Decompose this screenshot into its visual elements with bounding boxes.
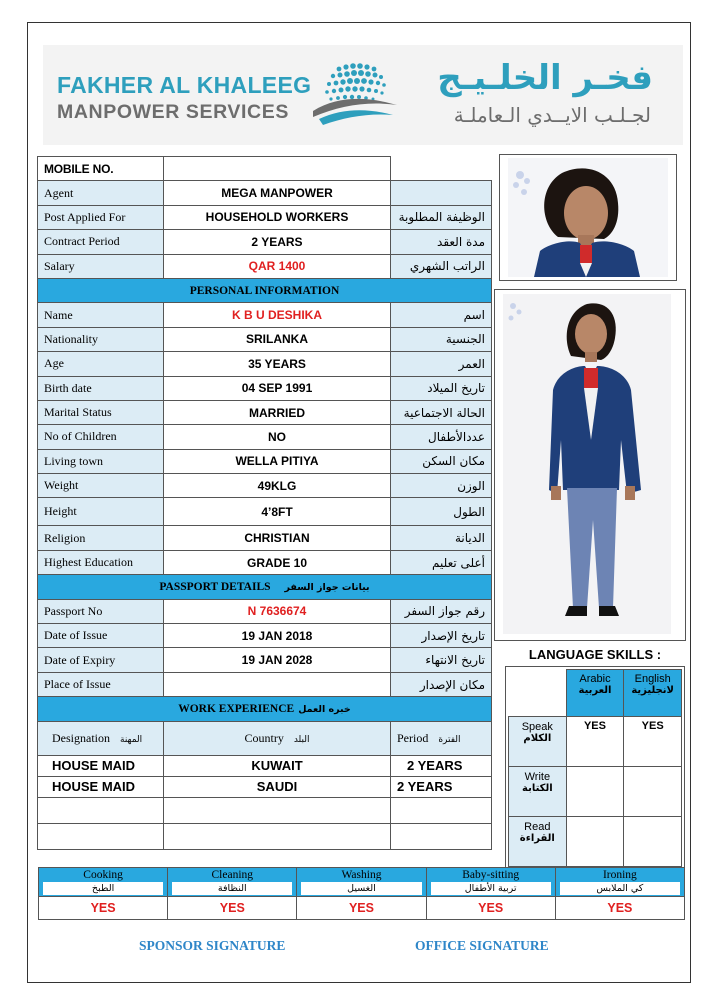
birth-date-row [38, 376, 492, 400]
field-value: WELLA PITIYA [164, 449, 391, 473]
field-label-arabic: الديانة [391, 526, 492, 550]
field-label: Marital Status [38, 400, 164, 424]
field-label-arabic: الوزن [391, 474, 492, 498]
section-title [38, 575, 492, 599]
field-value: GRADE 10 [164, 550, 391, 574]
applicant-portrait-photo [499, 154, 677, 281]
education-row [38, 550, 492, 574]
field-label-arabic: رقم جواز السفر [391, 599, 492, 623]
field-label: Date of Issue [38, 624, 164, 648]
speak-english-value: YES [624, 717, 682, 767]
row-label-arabic: القراءة [519, 833, 555, 844]
section-title-arabic: بيانات جواز السفر [284, 581, 370, 593]
sponsor-signature-label: SPONSOR SIGNATURE [139, 938, 286, 953]
work-row [38, 776, 492, 797]
skill-ironing-header [555, 868, 684, 897]
field-label: Contract Period [38, 230, 164, 254]
skill-babysitting-value: YES [426, 897, 555, 920]
field-label-arabic: الحالة الاجتماعية [391, 400, 492, 424]
date-of-issue-row [38, 624, 492, 648]
work-experience-header [38, 697, 492, 721]
column-label: Country [244, 730, 284, 745]
work-row [38, 755, 492, 776]
field-label-arabic: أعلى تعليم [391, 550, 492, 574]
language-skills-title: LANGUAGE SKILLS : [528, 647, 662, 662]
field-label: Nationality [38, 327, 164, 351]
work-row-empty [38, 823, 492, 849]
skill-cleaning-value: YES [168, 897, 297, 920]
section-title-english: WORK EXPERIENCE [178, 702, 295, 715]
field-value: K B U DESHIKA [164, 303, 391, 327]
row-label: Speak [521, 721, 553, 733]
field-value: CHRISTIAN [164, 526, 391, 550]
religion-row [38, 526, 492, 550]
skill-ironing-value: YES [555, 897, 684, 920]
column-label-arabic: المهنة [120, 734, 143, 745]
mobile-row [38, 157, 492, 181]
field-label: Living town [38, 449, 164, 473]
column-label: Arabic [579, 673, 611, 685]
mobile-label: MOBILE NO. [38, 157, 164, 181]
field-value [164, 672, 391, 696]
designation-column-header [38, 721, 164, 755]
field-label-arabic: اسم [391, 303, 492, 327]
date-of-expiry-row [38, 648, 492, 672]
household-skills-table [38, 867, 685, 920]
weight-row [38, 474, 492, 498]
field-label: No of Children [38, 425, 164, 449]
brand-tagline-english: MANPOWER SERVICES [57, 101, 289, 123]
field-label-arabic: تاريخ الإصدار [391, 624, 492, 648]
skill-washing-value: YES [297, 897, 426, 920]
field-label-arabic: عددالأطفال [391, 425, 492, 449]
work-period: 2 YEARS [391, 776, 492, 797]
living-town-row [38, 449, 492, 473]
field-label-arabic: الجنسية [391, 327, 492, 351]
nationality-row [38, 327, 492, 351]
speak-arabic-value: YES [566, 717, 624, 767]
field-label-arabic: تاريخ الانتهاء [391, 648, 492, 672]
skill-babysitting-header [426, 868, 555, 897]
section-title [38, 697, 492, 721]
field-value: MEGA MANPOWER [164, 181, 391, 205]
field-label: Height [38, 498, 164, 526]
field-label-arabic: العمر [391, 352, 492, 376]
age-row [38, 352, 492, 376]
skill-label: Washing [341, 869, 382, 881]
field-label-arabic [391, 181, 492, 205]
skill-label-arabic: الغسيل [301, 882, 421, 895]
height-row [38, 498, 492, 526]
applicant-full-length-photo [494, 289, 686, 641]
field-label: Highest Education [38, 550, 164, 574]
field-label: Religion [38, 526, 164, 550]
column-label: English [634, 673, 671, 685]
column-label-arabic: البلد [293, 734, 310, 745]
field-value: 49KLG [164, 474, 391, 498]
field-label: Name [38, 303, 164, 327]
row-label-arabic: الكتابة [522, 783, 553, 794]
skill-cleaning-header [168, 868, 297, 897]
brand-tagline-arabic: لجـلـب الايــدي الـعاملـة [453, 103, 651, 127]
field-label: Place of Issue [38, 672, 164, 696]
section-title-english: PASSPORT DETAILS [159, 580, 271, 593]
brand-name-english: FAKHER AL KHALEEG [57, 72, 312, 98]
brand-name-arabic: فخـر الخلـيـج [437, 58, 653, 98]
work-row-empty [38, 797, 492, 823]
field-label: Agent [38, 181, 164, 205]
skill-label-arabic: الطبخ [43, 882, 163, 895]
language-skills-box [505, 666, 685, 870]
section-title-arabic: خبره العمل [298, 703, 351, 715]
name-row [38, 303, 492, 327]
period-column-header [391, 721, 492, 755]
field-label: Age [38, 352, 164, 376]
row-label: Write [524, 771, 551, 783]
field-value: MARRIED [164, 400, 391, 424]
arabic-column-header [566, 670, 624, 717]
field-label: Passport No [38, 599, 164, 623]
skill-label: Cooking [83, 869, 123, 881]
place-of-issue-row [38, 672, 492, 696]
field-value: 35 YEARS [164, 352, 391, 376]
field-label-arabic: مكان الإصدار [391, 672, 492, 696]
english-column-header [624, 670, 682, 717]
field-label: Salary [38, 254, 164, 278]
skill-label-arabic: تربية الأطفال [431, 882, 551, 895]
field-value: 2 YEARS [164, 230, 391, 254]
field-value: N 7636674 [164, 599, 391, 623]
column-label-arabic: الفترة [438, 734, 461, 745]
skill-label: Baby-sitting [462, 869, 520, 881]
field-label-arabic: الوظيفة المطلوبة [391, 205, 492, 229]
read-english-value [624, 817, 682, 867]
contract-row [38, 230, 492, 254]
column-label: Designation [52, 730, 110, 745]
skill-label-arabic: النظافة [172, 882, 292, 895]
field-value: QAR 1400 [164, 254, 391, 278]
dotted-globe-swoosh-logo [309, 55, 399, 135]
work-country: KUWAIT [164, 755, 391, 776]
mobile-value [164, 157, 391, 181]
speak-row-header [509, 717, 567, 767]
mobile-spacer [391, 157, 492, 181]
work-country: SAUDI [164, 776, 391, 797]
work-designation: HOUSE MAID [38, 776, 164, 797]
field-value: HOUSEHOLD WORKERS [164, 205, 391, 229]
work-designation: HOUSE MAID [38, 755, 164, 776]
skill-cooking-value: YES [39, 897, 168, 920]
write-english-value [624, 767, 682, 817]
field-value: 4’8FT [164, 498, 391, 526]
office-signature-label: OFFICE SIGNATURE [415, 938, 549, 953]
skill-label-arabic: كي الملابس [560, 882, 680, 895]
marital-status-row [38, 400, 492, 424]
personal-info-header [38, 278, 492, 302]
field-value: NO [164, 425, 391, 449]
field-label-arabic: مكان السكن [391, 449, 492, 473]
skill-label: Ironing [602, 869, 637, 881]
field-value: 04 SEP 1991 [164, 376, 391, 400]
language-skills [505, 647, 685, 870]
field-value: 19 JAN 2018 [164, 624, 391, 648]
field-label-arabic: الطول [391, 498, 492, 526]
column-label-arabic: العربية [578, 685, 612, 696]
read-row-header [509, 817, 567, 867]
field-label-arabic: مدة العقد [391, 230, 492, 254]
work-columns-row [38, 721, 492, 755]
field-value: SRILANKA [164, 327, 391, 351]
field-label: Date of Expiry [38, 648, 164, 672]
field-label: Birth date [38, 376, 164, 400]
passport-no-row [38, 599, 492, 623]
field-label: Post Applied For [38, 205, 164, 229]
children-row [38, 425, 492, 449]
country-column-header [164, 721, 391, 755]
field-label-arabic: تاريخ الميلاد [391, 376, 492, 400]
language-skills-table [508, 669, 682, 867]
row-label: Read [524, 821, 551, 833]
skill-washing-header [297, 868, 426, 897]
passport-details-header [38, 575, 492, 599]
section-title: PERSONAL INFORMATION [38, 278, 492, 302]
field-label-arabic: الراتب الشهري [391, 254, 492, 278]
column-label-arabic: لانجليزية [631, 685, 674, 696]
agent-row [38, 181, 492, 205]
work-period: 2 YEARS [391, 755, 492, 776]
company-header [43, 45, 683, 145]
row-label-arabic: الكلام [523, 733, 552, 744]
write-arabic-value [566, 767, 624, 817]
field-value: 19 JAN 2028 [164, 648, 391, 672]
post-row [38, 205, 492, 229]
skill-cooking-header [39, 868, 168, 897]
salary-row [38, 254, 492, 278]
skill-label: Cleaning [211, 869, 254, 881]
read-arabic-value [566, 817, 624, 867]
applicant-details-table [37, 156, 492, 850]
write-row-header [509, 767, 567, 817]
field-label: Weight [38, 474, 164, 498]
column-label: Period [397, 730, 429, 745]
language-corner-cell [509, 670, 567, 717]
